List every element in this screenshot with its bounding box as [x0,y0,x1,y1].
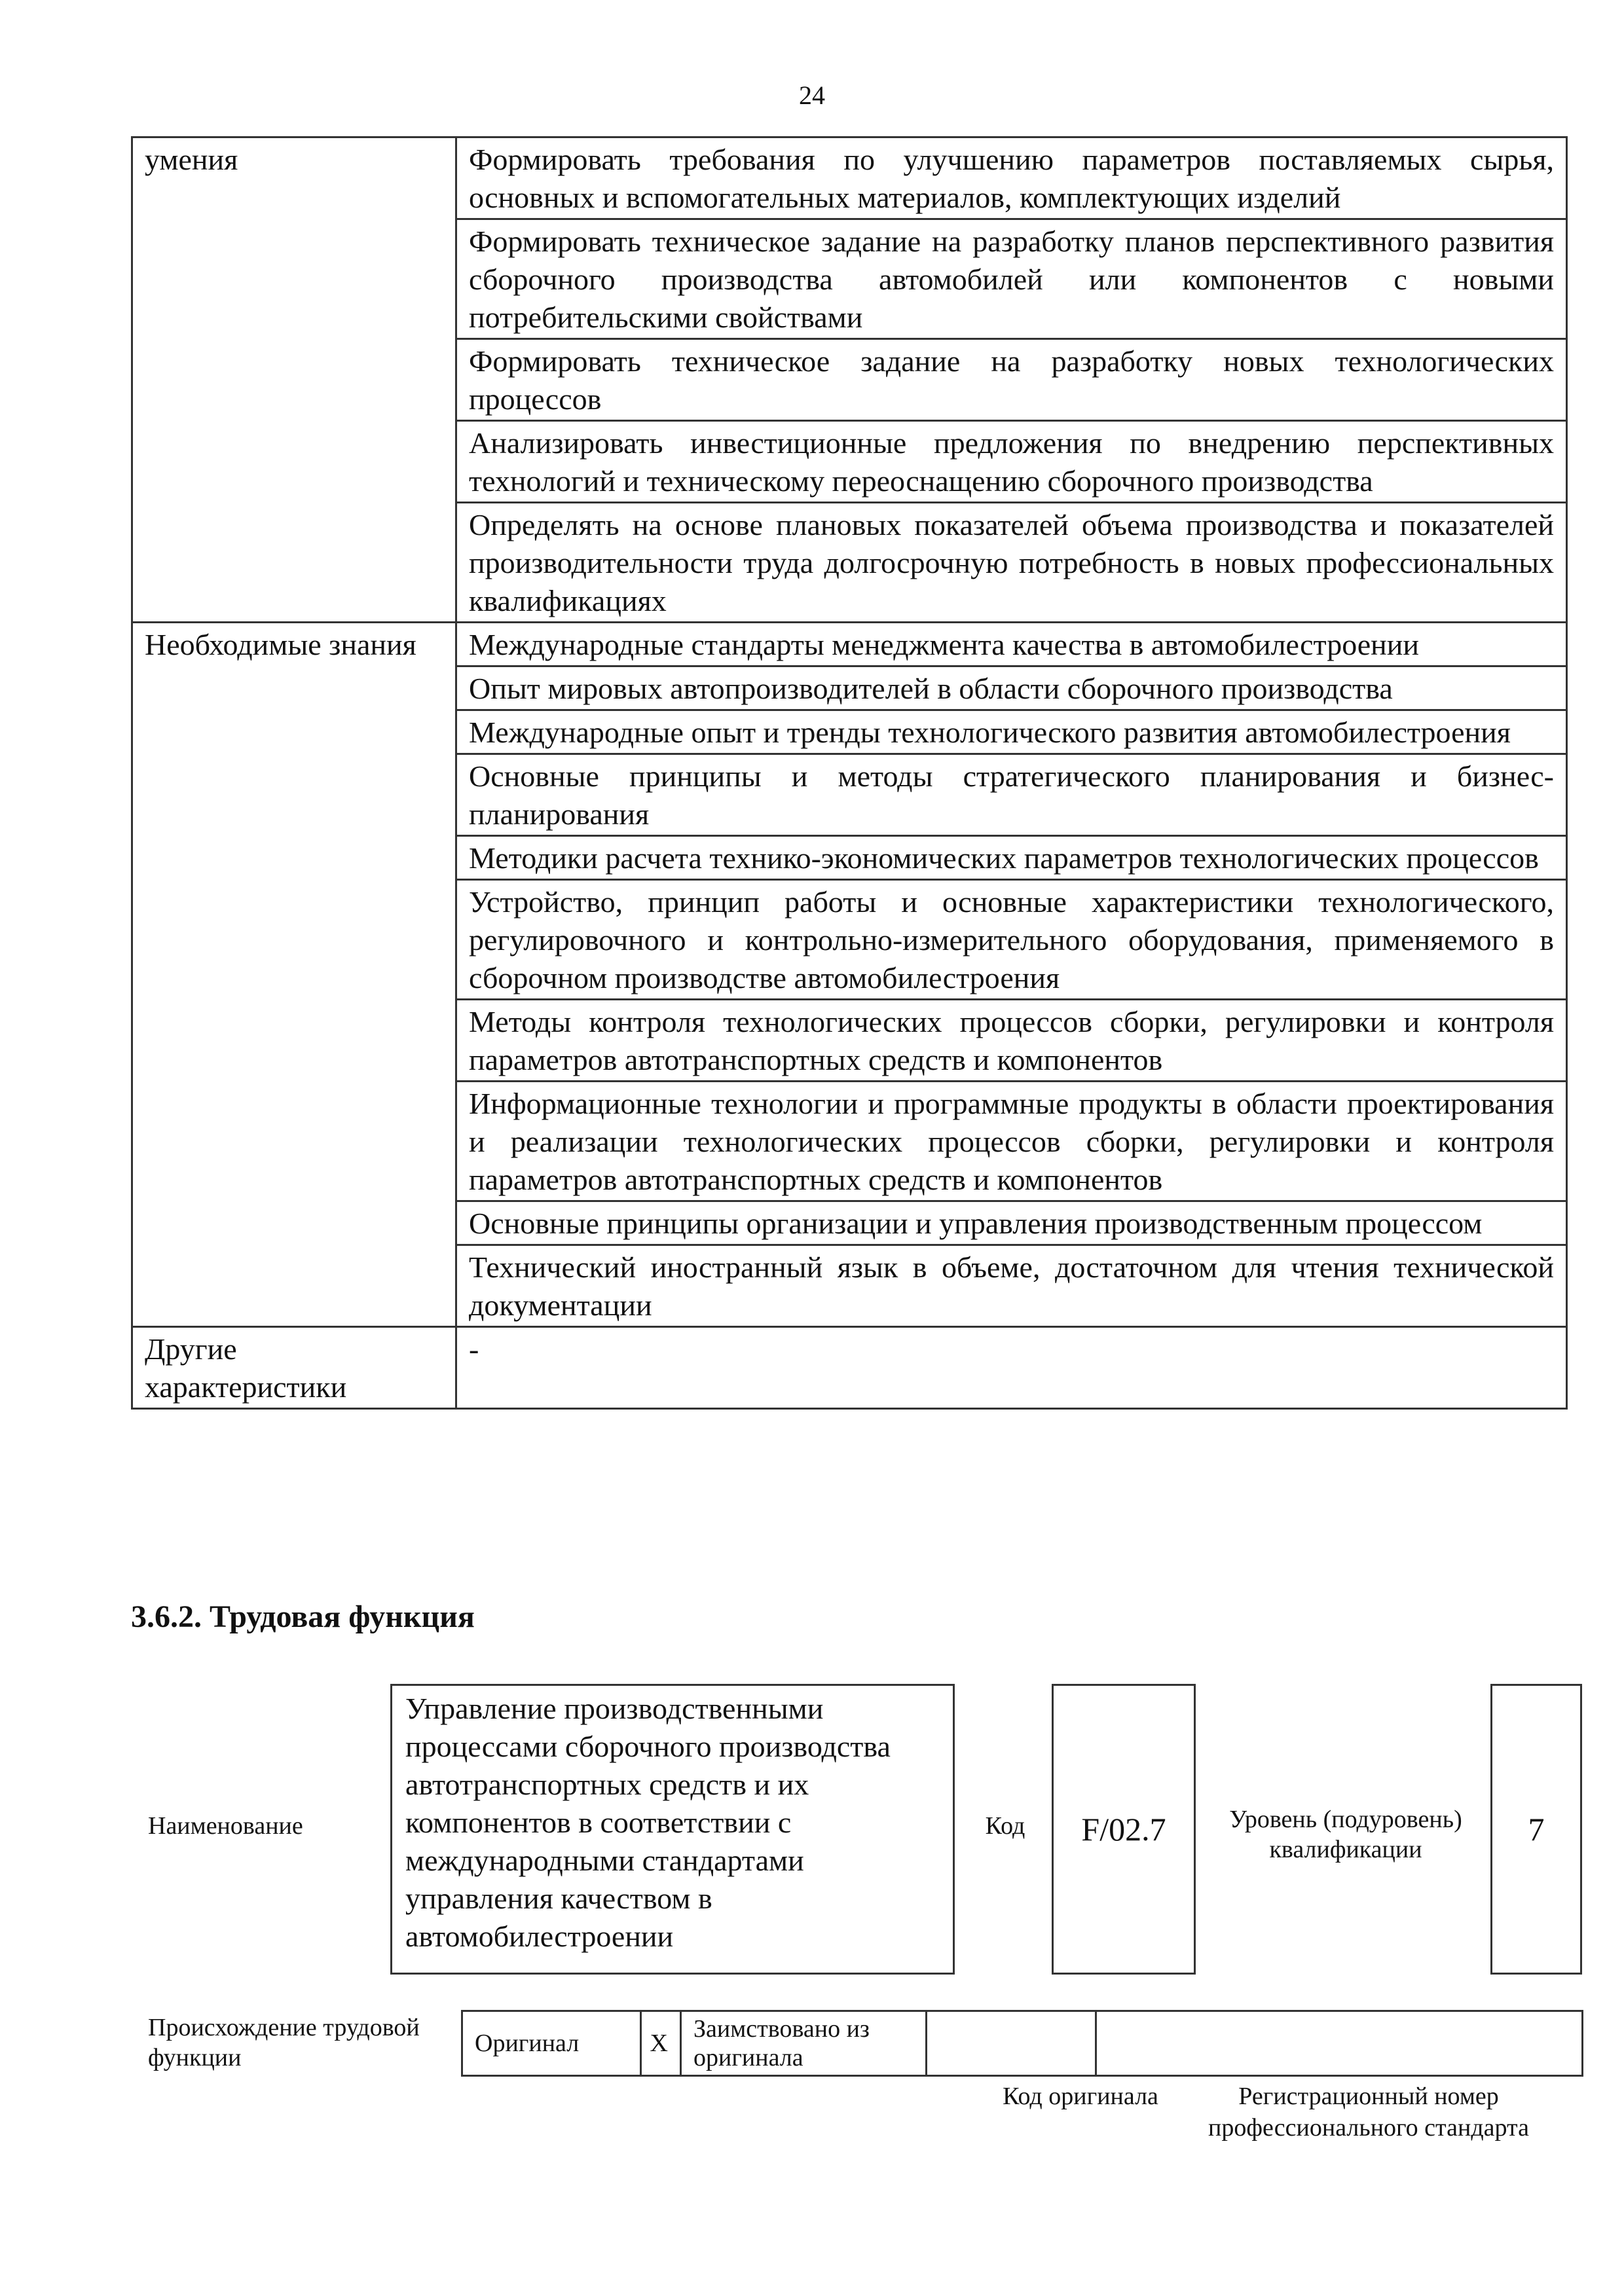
row-label: умения [132,137,456,623]
requirements-table [131,136,1568,1410]
requirement-item: Международные стандарты менеджмента качества в автомобилестроении [456,623,1567,666]
original-label: Оригинал [462,2011,641,2076]
registration-number-caption: Регистрационный номер профессионального стандарта [1208,2083,1529,2141]
section-heading: 3.6.2. Трудовая функция [131,1599,475,1634]
requirement-item: Основные принципы и методы стратегического планирования и бизнес-планирования [456,754,1567,836]
name-label: Наименование [148,1812,303,1840]
requirement-item: Формировать техническое задание на разработку новых технологических процессов [456,339,1567,421]
requirement-item: Основные принципы организации и управления производственным процессом [456,1201,1567,1245]
original-mark: X [641,2011,681,2076]
requirement-item: Формировать требования по улучшению параметров поставляемых сырья, основных и вспомогательных материалов, комплектующих изделий [456,137,1567,219]
function-name-box: Управление производственными процессами сборочного производства автотранспортных средств и их компонентов в соответствии с международными стандартами управления качеством в автомобилестроении [390,1684,955,1975]
requirement-item: Методы контроля технологических процессов сборки, регулировки и контроля параметров автотранспортных средств и компонентов [456,1000,1567,1082]
requirement-item: Международные опыт и тренды технологического развития автомобилестроения [456,710,1567,754]
requirement-item: Методики расчета технико-экономических параметров технологических процессов [456,836,1567,880]
table-row [132,1327,1567,1409]
table-row [132,137,1567,219]
registration-number-cell [1096,2011,1583,2076]
requirement-item: Информационные технологии и программные продукты в области проектирования и реализации технологических процессов сборки, регулировки и контроля параметров автотранспортных средств и компонентов [456,1082,1567,1201]
qualification-level-label: Уровень (подуровень) квалификации [1229,1806,1462,1863]
row-label: Необходимые знания [132,623,456,1327]
code-label: Код [985,1812,1025,1840]
requirement-item: Анализировать инвестиционные предложения по внедрению перспективных технологий и техническому переоснащению сборочного производства [456,421,1567,503]
row-label: Другие характеристики [132,1327,456,1409]
page-number: 24 [799,81,825,110]
requirement-item: Опыт мировых автопроизводителей в области сборочного производства [456,666,1567,710]
requirement-item: Определять на основе плановых показателей объема производства и показателей производительности труда долгосрочную потребность в новых профессиональных квалификациях [456,503,1567,623]
requirement-item: Формировать техническое задание на разработку планов перспективного развития сборочного производства автомобилей или компонентов с новыми потребительскими свойствами [456,219,1567,339]
original-code-caption: Код оригинала [1003,2083,1158,2110]
requirement-item: Технический иностранный язык в объеме, достаточном для чтения технической документации [456,1245,1567,1327]
table-row [132,623,1567,666]
origin-table [461,2010,1583,2077]
requirement-item: - [456,1327,1567,1409]
origin-label: Происхождение трудовой функции [148,2014,420,2071]
borrowed-label: Заимствовано из оригинала [681,2011,927,2076]
qualification-level-box: 7 [1490,1684,1582,1975]
original-code-cell [927,2011,1096,2076]
requirement-item: Устройство, принцип работы и основные характеристики технологического, регулировочного и контрольно-измерительного оборудования, применяемого в сборочном производстве автомобилестроения [456,880,1567,1000]
function-code-box: F/02.7 [1052,1684,1196,1975]
